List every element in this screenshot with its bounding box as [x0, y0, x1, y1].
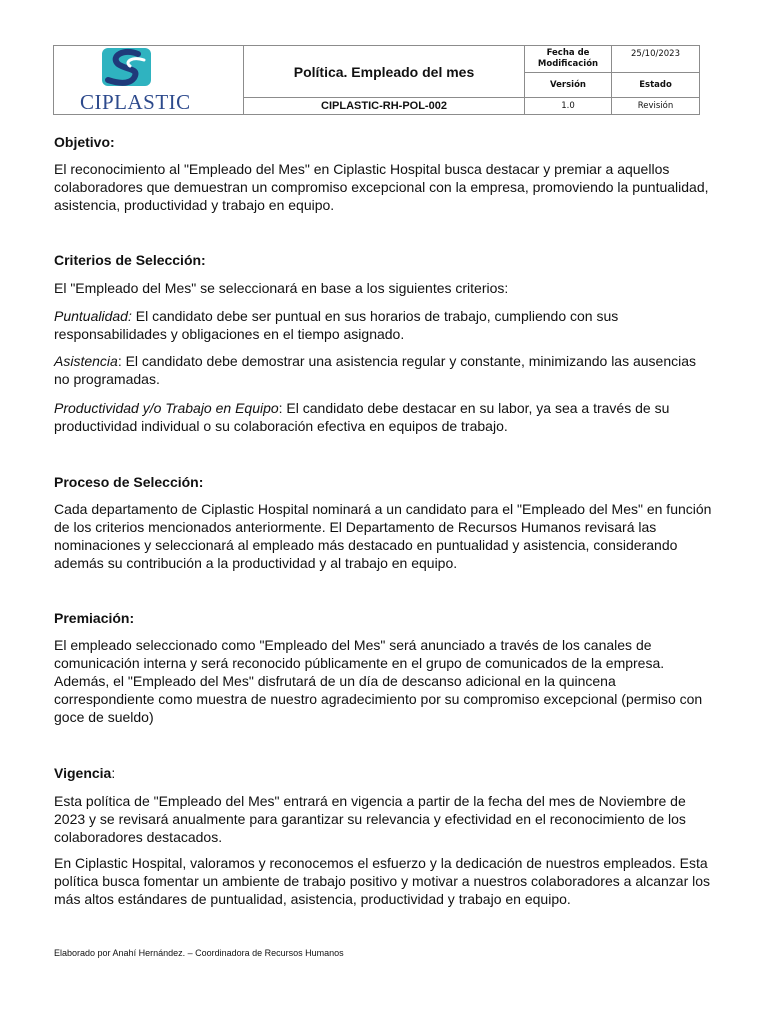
criterio-term: Asistencia: [54, 353, 118, 369]
objetivo-heading: Objetivo:: [54, 134, 115, 150]
section-proceso: [54, 473, 714, 491]
premiacion-text: El empleado seleccionado como "Empleado del Mes" será anunciado a través de los canales de comunicación interna y será reconocido públicamente en el grupo de comunicados de la empresa. Además, el "Empleado del Mes" disfrutará de un día de descanso adicional en la quincena correspondiente como muestra de nuestro agradecimiento por su compromiso excepcional (permiso con goce de sueldo): [54, 637, 703, 725]
page-footer: Elaborado por Anahí Hernández. – Coordinadora de Recursos Humanos: [54, 948, 344, 958]
vigencia-text-2: En Ciplastic Hospital, valoramos y reconocemos el esfuerzo y la dedicación de nuestros empleados. Esta política busca fomentar un ambiente de trabajo positivo y motivar a nuestros colaboradores a alcanzar los más altos estándares de puntualidad, asistencia, productividad y trabajo en equipo.: [54, 855, 711, 907]
estado-label: Estado: [612, 73, 699, 98]
proceso-text: Cada departamento de Ciplastic Hospital nominará a un candidato para el "Empleado del Mes" en función de los criterios mencionados anteriormente. El Departamento de Recursos Humanos revisará las nominaciones y seleccionará al empleado más destacado en puntualidad y asistencia, considerando además su contribución a la productividad y al trabajo en equipo.: [54, 501, 712, 571]
logo-cell: [54, 46, 244, 114]
estado-value: Revisión: [637, 100, 674, 111]
criterio-term: Productividad y/o Trabajo en Equipo: [54, 400, 279, 416]
criterio-text: : El candidato debe demostrar una asistencia regular y constante, minimizando las ausencias no programadas.: [54, 353, 697, 387]
criterio-term: Puntualidad:: [54, 308, 132, 324]
logo-wordmark: CIPLASTIC: [80, 90, 191, 114]
vigencia-body-2: [54, 854, 714, 908]
document-header-table: [53, 45, 700, 115]
proceso-heading: Proceso de Selección:: [54, 474, 204, 490]
section-objetivo: [54, 133, 714, 151]
document-title: Política. Empleado del mes: [244, 46, 525, 98]
objetivo-body: [54, 160, 714, 214]
criterio-text: El candidato debe ser puntual en sus horarios de trabajo, cumpliendo con sus responsabilidades y obligaciones en el tiempo asignado.: [54, 308, 619, 342]
criterio-asistencia: [54, 352, 714, 388]
section-premiacion: [54, 609, 714, 627]
premiacion-heading: Premiación:: [54, 610, 135, 626]
premiacion-body: [54, 636, 714, 726]
criterios-heading: Criterios de Selección:: [54, 252, 206, 268]
criterios-intro-block: [54, 279, 714, 297]
vigencia-heading: Vigencia: [54, 765, 112, 781]
vigencia-colon: :: [111, 765, 116, 781]
criterio-text: : El candidato debe destacar en su labor, ya sea a través de su productividad individual o su colaboración efectiva en equipos de trabajo.: [54, 400, 670, 434]
criterios-intro: El "Empleado del Mes" se seleccionará en base a los siguientes criterios:: [54, 280, 509, 296]
proceso-body: [54, 500, 714, 572]
objetivo-text: El reconocimiento al "Empleado del Mes" en Ciplastic Hospital busca destacar y premiar a aquellos colaboradores que demuestran un compromiso excepcional con la empresa, promoviendo la puntualidad, asistencia, productividad y trabajo en equipo.: [54, 161, 709, 213]
section-criterios: [54, 251, 714, 269]
document-code: CIPLASTIC-RH-POL-002: [244, 98, 525, 114]
section-vigencia: [54, 764, 714, 782]
fecha-label: Fecha de Modificación: [525, 46, 612, 73]
criterio-puntualidad: [54, 307, 714, 343]
fecha-value: 25/10/2023: [612, 46, 699, 73]
version-value: 1.0: [525, 98, 612, 114]
vigencia-body-1: [54, 792, 714, 846]
criterio-productividad: [54, 399, 714, 435]
vigencia-text-1: Esta política de "Empleado del Mes" entrará en vigencia a partir de la fecha del mes de Noviembre de 2023 y se revisará anualmente para garantizar su relevancia y efectividad en el reconocimiento de los colaboradores destacados.: [54, 793, 686, 845]
version-label: Versión: [525, 73, 612, 98]
